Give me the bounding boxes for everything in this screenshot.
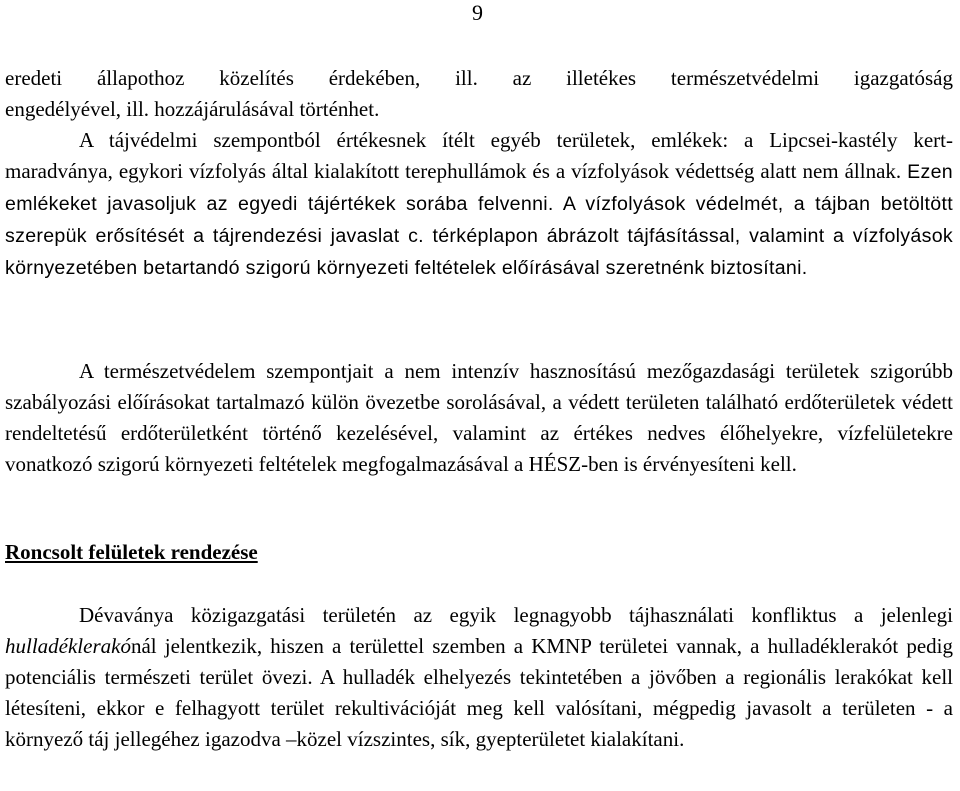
paragraph-line: engedélyével, ill. hozzájárulásával történhet.: [5, 97, 380, 121]
paragraph-text: Dévaványa közigazgatási területén az egyik legnagyobb tájhasználati konfliktus a jelenlegi: [79, 603, 953, 627]
paragraph-text: nál jelentkezik, hiszen a területtel szemben a KMNP területei vannak, a hulladéklerakót pedig potenciális természeti terület övezi. A hulladék elhelyezés tekintetében a jövőben a regionális lerakókat kell létesíteni, ekkor e felhagyott terület rekultivációját meg kell valósítani, mégpedig javasolt a területen - a környező táj jellegéhez igazodva –közel vízszintes, sík, gyepterületet kialakítani.: [5, 634, 953, 751]
page-number: 9: [472, 0, 483, 25]
paragraph-damaged-surfaces: [5, 600, 953, 755]
paragraph-text: A tájvédelmi szempontból értékesnek ítélt egyéb területek, emlékek: a Lipcsei-kastély kert-maradványa, egykori vízfolyás által kialakított terephullámok és a vízfolyások védettség alatt nem állnak.: [5, 128, 953, 183]
paragraph-italic-term: hulladéklerakó: [5, 634, 131, 658]
text-block-nature-protection: [5, 356, 953, 480]
paragraph-text-sans: Ezen emlékeket javasoljuk az egyedi tájértékek sorába felvenni. A vízfolyások védelmét, a tájban betöltött szerepük erősítését a tájrendezési javaslat c. térképlapon ábrázolt tájfásítással, valamint a vízfolyások környezetében betartandó szigorú környezeti feltételek előírásával szeretnénk biztosítani.: [5, 161, 953, 279]
text-block-damaged-surfaces: [5, 600, 953, 755]
section-heading: Roncsolt felületek rendezése: [5, 540, 258, 564]
text-block-intro: [5, 63, 953, 284]
paragraph-line: eredeti állapothoz közelítés érdekében, ill. az illetékes természetvédelmi igazgatóság: [5, 66, 953, 90]
paragraph-landscape-values: [5, 125, 953, 284]
paragraph-nature-protection: A természetvédelem szempontjait a nem intenzív hasznosítású mezőgazdasági területek szigorúbb szabályozási előírásokat tartalmazó külön övezetbe sorolásával, a védett területen található erdőterületek védett rendeltetésű erdőterületként történő kezelésével, valamint az értékes nedves élőhelyekre, vízfelületekre vonatkozó szigorú környezeti feltételek megfogalmazásával a HÉSZ-ben is érvényesíteni kell.: [5, 359, 953, 476]
